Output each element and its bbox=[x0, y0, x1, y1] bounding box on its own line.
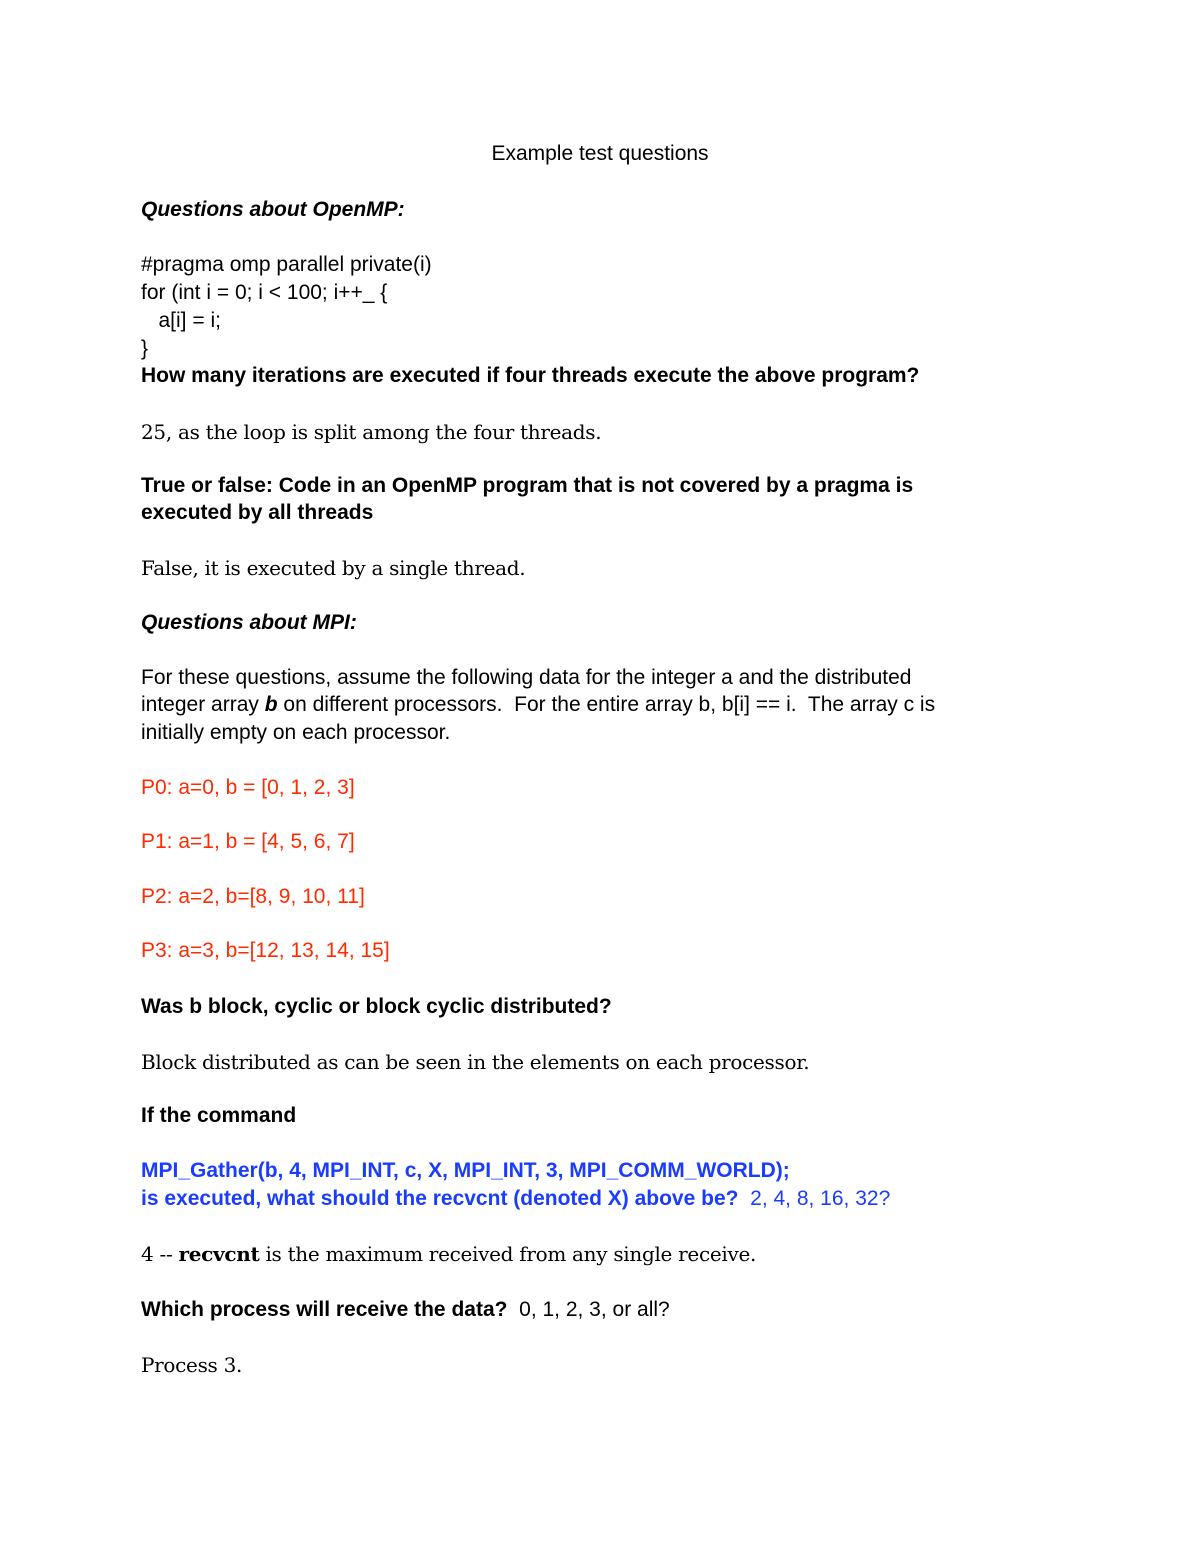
question-1: How many iterations are executed if four threads execute the above program? bbox=[141, 364, 920, 387]
answer-5: Process 3. bbox=[141, 1353, 243, 1377]
answer-4-rest: is the maximum received from any single receive. bbox=[259, 1242, 757, 1266]
question-2-line-1: True or false: Code in an OpenMP program that is not covered by a pragma is bbox=[141, 474, 914, 497]
question-4-options: 2, 4, 8, 16, 32? bbox=[738, 1187, 891, 1210]
mpi-gather-command: MPI_Gather(b, 4, MPI_INT, c, X, MPI_INT, 3, MPI_COMM_WORLD); bbox=[141, 1159, 790, 1182]
intro-text-c: on different processors. For the entire array b, b[i] == i. The array c is bbox=[277, 693, 936, 716]
answer-3: Block distributed as can be seen in the elements on each processor. bbox=[141, 1050, 810, 1074]
processor-p1: P1: a=1, b = [4, 5, 6, 7] bbox=[141, 830, 355, 853]
array-b-emphasis: b bbox=[264, 693, 278, 716]
question-5 bbox=[141, 1296, 670, 1324]
mpi-intro-line-2 bbox=[141, 691, 935, 719]
mpi-intro-line-1: For these questions, assume the following data for the integer a and the distributed bbox=[141, 666, 912, 689]
question-3: Was b block, cyclic or block cyclic distributed? bbox=[141, 995, 612, 1018]
answer-4 bbox=[141, 1240, 756, 1268]
question-2-line-2: executed by all threads bbox=[141, 501, 374, 524]
question-5-options: 0, 1, 2, 3, or all? bbox=[507, 1298, 670, 1321]
question-5-text: Which process will receive the data? bbox=[141, 1298, 508, 1321]
answer-2: False, it is executed by a single thread. bbox=[141, 556, 526, 580]
code-line-4: } bbox=[141, 337, 149, 360]
openmp-heading: Questions about OpenMP: bbox=[141, 198, 405, 221]
question-4-line-2 bbox=[141, 1185, 890, 1213]
processor-p0: P0: a=0, b = [0, 1, 2, 3] bbox=[141, 776, 355, 799]
mpi-intro-line-3: initially empty on each processor. bbox=[141, 721, 451, 744]
code-line-1: #pragma omp parallel private(i) bbox=[141, 253, 432, 276]
page-title: Example test questions bbox=[491, 142, 709, 165]
processor-p2: P2: a=2, b=[8, 9, 10, 11] bbox=[141, 885, 365, 908]
question-4-text: is executed, what should the recvcnt (denoted X) above be? bbox=[141, 1187, 739, 1210]
code-line-2: for (int i = 0; i < 100; i++_ { bbox=[141, 281, 388, 304]
code-line-3: a[i] = i; bbox=[141, 309, 221, 332]
processor-p3: P3: a=3, b=[12, 13, 14, 15] bbox=[141, 939, 390, 962]
answer-1: 25, as the loop is split among the four threads. bbox=[141, 420, 602, 444]
intro-text-a: integer array bbox=[141, 693, 265, 716]
answer-4-recvcnt: recvcnt bbox=[178, 1242, 260, 1266]
answer-4-prefix: 4 -- bbox=[141, 1242, 179, 1266]
mpi-heading: Questions about MPI: bbox=[141, 611, 357, 634]
question-4-intro: If the command bbox=[141, 1104, 297, 1127]
